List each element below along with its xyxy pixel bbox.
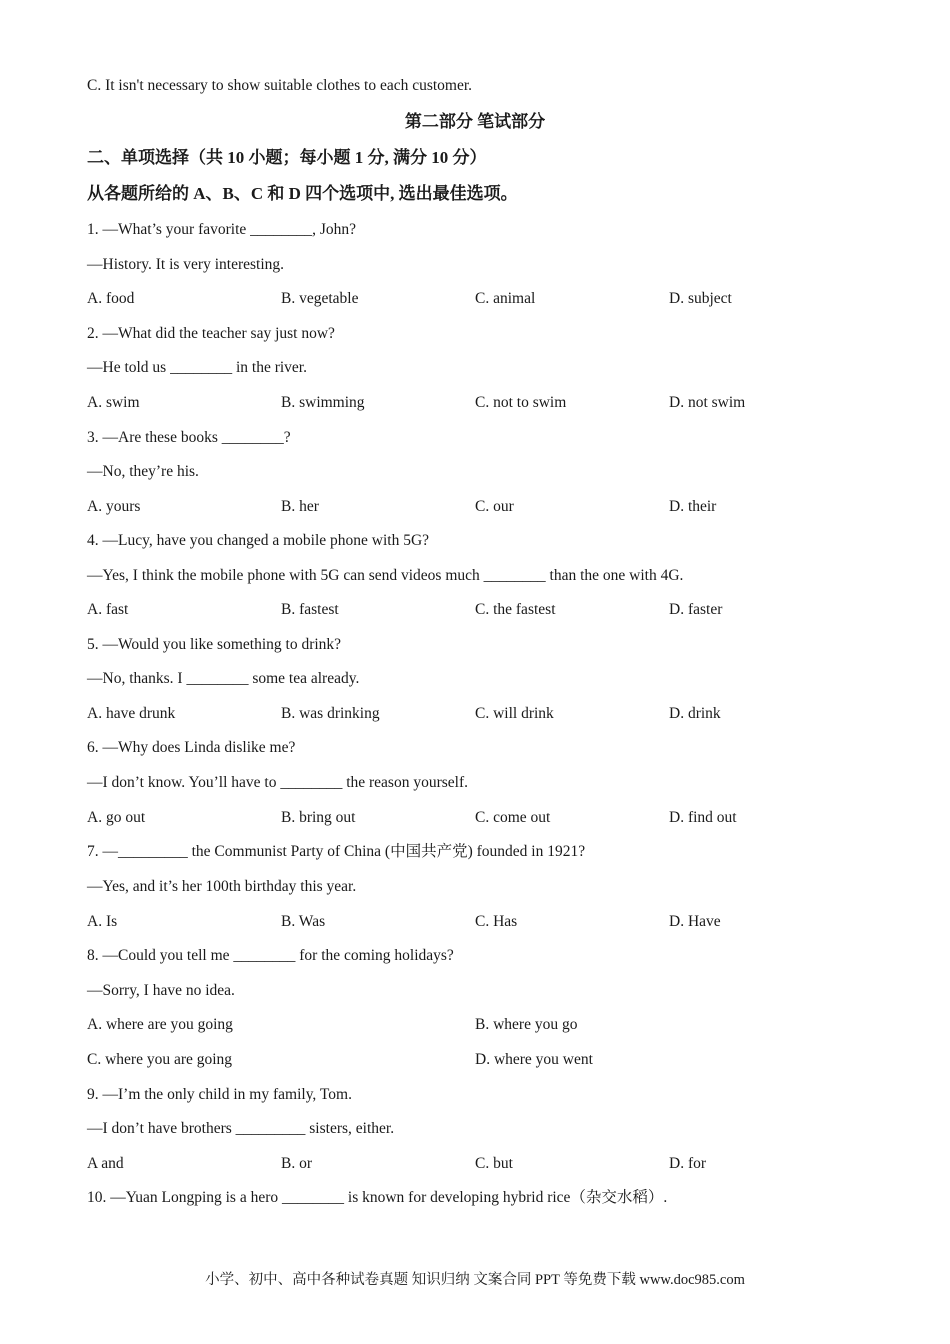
option-5c: C. will drink (475, 705, 554, 722)
answer-5: —No, thanks. I ________ some tea already. (87, 670, 360, 687)
option-8d: D. where you went (475, 1051, 593, 1068)
option-3b: B. her (281, 498, 319, 515)
question-7: 7. —_________ the Communist Party of China (中国共产党) founded in 1921? (87, 843, 586, 860)
question-4: 4. —Lucy, have you changed a mobile phone with 5G? (87, 532, 430, 549)
option-9b: B. or (281, 1155, 312, 1172)
question-6: 6. —Why does Linda dislike me? (87, 739, 296, 756)
option-9c: C. but (475, 1155, 513, 1172)
option-4b: B. fastest (281, 601, 339, 618)
option-6d: D. find out (669, 809, 737, 826)
option-2a: A. swim (87, 394, 140, 411)
options-1 (87, 289, 887, 309)
answer-2: —He told us ________ in the river. (87, 359, 307, 376)
option-8c: C. where you are going (87, 1051, 233, 1068)
option-2c: C. not to swim (475, 394, 567, 411)
options-8-row-2 (87, 1050, 887, 1070)
option-8a: A. where are you going (87, 1016, 233, 1033)
options-6 (87, 808, 887, 828)
option-7d: D. Have (669, 913, 721, 930)
option-1d: D. subject (669, 290, 732, 307)
option-3a: A. yours (87, 498, 141, 515)
options-9 (87, 1154, 887, 1174)
answer-3: —No, they’re his. (87, 463, 199, 480)
section-title: 二、单项选择（共 10 小题；每小题 1 分, 满分 10 分） (87, 148, 487, 167)
option-4d: D. faster (669, 601, 723, 618)
answer-7: —Yes, and it’s her 100th birthday this year. (87, 878, 357, 895)
option-8b: B. where you go (475, 1016, 578, 1033)
option-5d: D. drink (669, 705, 721, 722)
question-8: 8. —Could you tell me ________ for the coming holidays? (87, 947, 454, 964)
option-3c: C. our (475, 498, 514, 515)
options-2 (87, 393, 887, 413)
option-6a: A. go out (87, 809, 146, 826)
options-4 (87, 600, 887, 620)
option-5a: A. have drunk (87, 705, 176, 722)
answer-8: —Sorry, I have no idea. (87, 982, 235, 999)
option-6c: C. come out (475, 809, 551, 826)
question-5: 5. —Would you like something to drink? (87, 636, 342, 653)
instruction: 从各题所给的 A、B、C 和 D 四个选项中, 选出最佳选项。 (87, 184, 518, 203)
question-3: 3. —Are these books ________? (87, 429, 291, 446)
option-7c: C. Has (475, 913, 518, 930)
question-10: 10. —Yuan Longping is a hero ________ is known for developing hybrid rice（杂交水稻）. (87, 1189, 668, 1206)
option-4c: C. the fastest (475, 601, 556, 618)
options-3 (87, 497, 887, 517)
option-2b: B. swimming (281, 394, 365, 411)
footer-watermark: 小学、初中、高中各种试卷真题 知识归纳 文案合同 PPT 等免费下载 www.doc985.com (205, 1272, 745, 1288)
answer-1: —History. It is very interesting. (87, 256, 285, 273)
answer-9: —I don’t have brothers _________ sisters, either. (87, 1120, 395, 1137)
option-6b: B. bring out (281, 809, 356, 826)
answer-6: —I don’t know. You’ll have to ________ the reason yourself. (87, 774, 468, 791)
option-9d: D. for (669, 1155, 707, 1172)
option-1b: B. vegetable (281, 290, 359, 307)
options-8-row-1 (87, 1015, 887, 1035)
option-1a: A. food (87, 290, 135, 307)
part-title: 第二部分 笔试部分 (404, 112, 546, 131)
question-9: 9. —I’m the only child in my family, Tom. (87, 1086, 352, 1103)
option-7b: B. Was (281, 913, 326, 930)
previous-option-c: C. It isn't necessary to show suitable clothes to each customer. (87, 77, 473, 94)
question-2: 2. —What did the teacher say just now? (87, 325, 335, 342)
option-3d: D. their (669, 498, 717, 515)
option-1c: C. animal (475, 290, 536, 307)
option-7a: A. Is (87, 913, 118, 930)
options-5 (87, 704, 887, 724)
question-1: 1. —What’s your favorite ________, John? (87, 221, 357, 238)
options-7 (87, 912, 887, 932)
answer-4: —Yes, I think the mobile phone with 5G can send videos much ________ than the one with 4G. (87, 567, 684, 584)
option-5b: B. was drinking (281, 705, 380, 722)
option-2d: D. not swim (669, 394, 746, 411)
option-4a: A. fast (87, 601, 129, 618)
option-9a: A and (87, 1155, 124, 1172)
